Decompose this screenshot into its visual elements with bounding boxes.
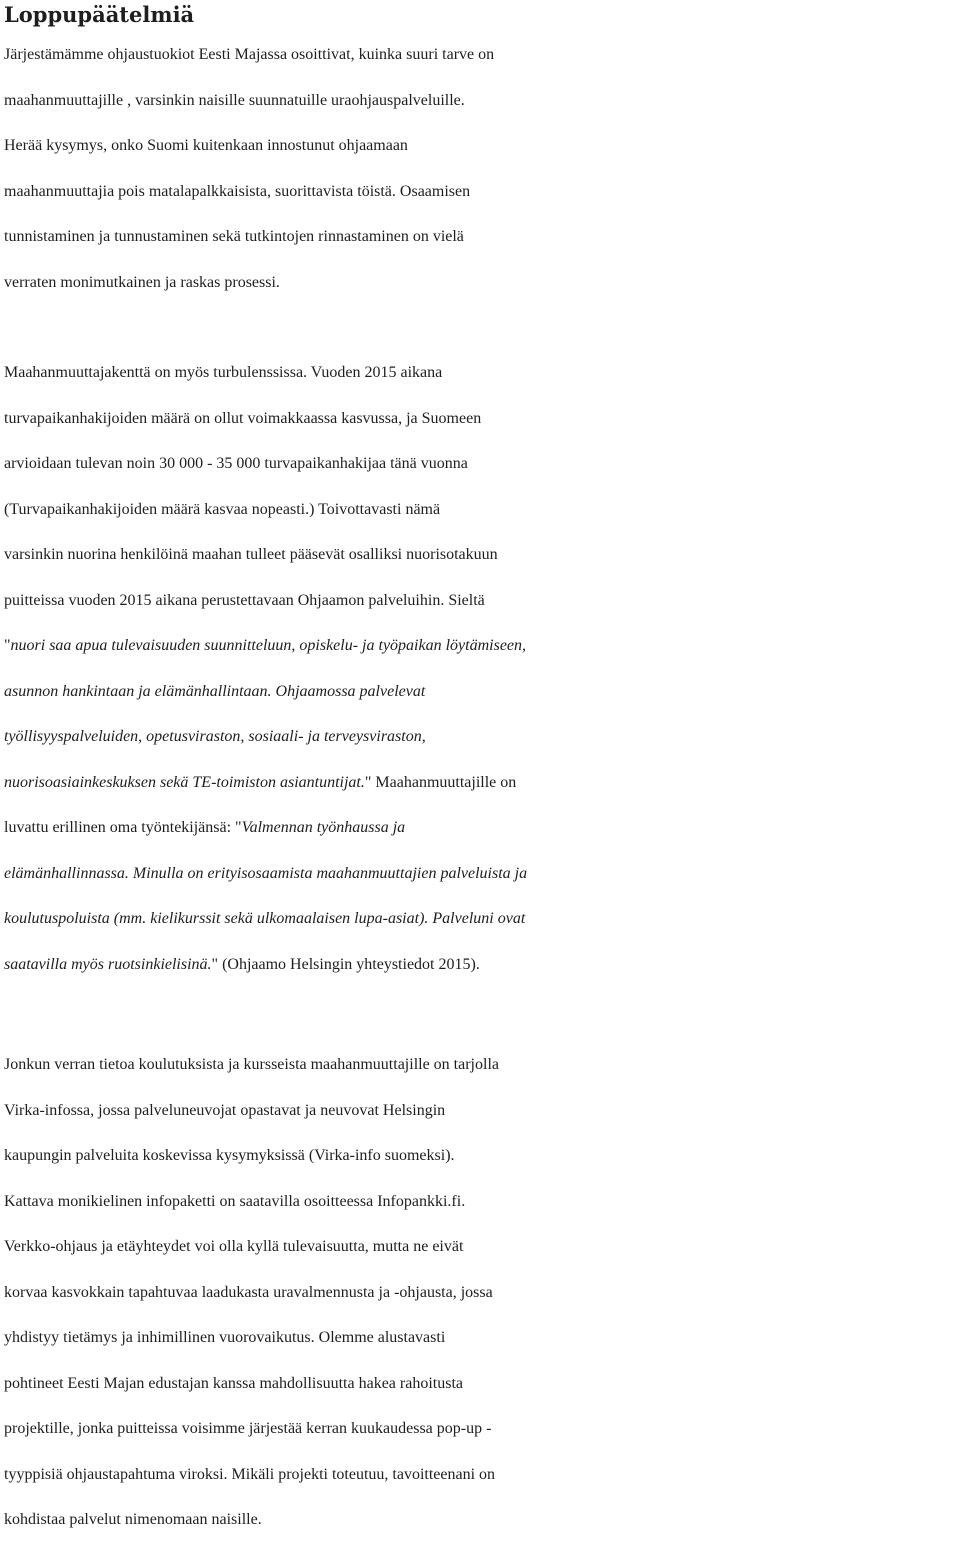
text-line: arvioidaan tulevan noin 30 000 - 35 000 turvapaikanhakijaa tänä vuonna <box>4 455 468 472</box>
paragraph-immigration <box>4 350 956 987</box>
quoted-text: saatavilla myös ruotsinkielisinä. <box>4 955 212 973</box>
paragraph-spacer <box>4 305 956 350</box>
text-line: puitteissa vuoden 2015 aikana perustettavaan Ohjaamon palveluihin. Sieltä <box>4 591 485 609</box>
quoted-text: nuorisoasiainkeskuksen sekä TE-toimiston asiantuntijat. <box>4 773 365 791</box>
text-line: maahanmuuttajille , varsinkin naisille suunnatuille uraohjauspalveluille. <box>4 91 465 109</box>
text-line: verraten monimutkainen ja raskas prosessi. <box>4 273 280 291</box>
paragraph-conclusions <box>4 32 956 305</box>
text-line: Järjestämämme ohjaustuokiot Eesti Majassa osoittivat, kuinka suuri tarve on <box>4 46 495 63</box>
plain-text: " Maahanmuuttajille on <box>364 773 517 791</box>
quoted-text-line: koulutuspoluista (mm. kielikurssit sekä ulkomaalaisen lupa-asiat). Palveluni ovat <box>4 910 526 927</box>
quoted-text: nuori saa apua tulevaisuuden suunnitteluun, opiskelu- ja työpaikan löytämiseen, <box>10 637 527 654</box>
text-line: Verkko-ohjaus ja etäyhteydet voi olla kyllä tulevaisuutta, mutta ne eivät <box>4 1238 464 1255</box>
text-line: projektille, jonka puitteissa voisimme järjestää kerran kuukaudessa pop-up - <box>4 1420 492 1437</box>
text-line <box>4 623 956 669</box>
quote-mark: " <box>4 637 11 654</box>
text-line: Virka-infossa, jossa palveluneuvojat opastavat ja neuvovat Helsingin <box>4 1101 446 1119</box>
plain-text: luvattu erillinen oma työntekijänsä: " <box>4 819 242 836</box>
text-line: Herää kysymys, onko Suomi kuitenkaan innostunut ohjaamaan <box>4 137 408 154</box>
text-line <box>4 942 956 988</box>
paragraph-spacer <box>4 987 956 1042</box>
text-line: pohtineet Eesti Majan edustajan kanssa mahdollisuutta hakea rahoitusta <box>4 1374 463 1392</box>
text-line: tyyppisiä ohjaustapahtuma viroksi. Mikäli projekti toteutuu, tavoitteenani on <box>4 1465 496 1483</box>
document-page <box>4 0 956 1543</box>
text-line <box>4 760 956 806</box>
text-line: varsinkin nuorina henkilöinä maahan tulleet pääsevät osalliksi nuorisotakuun <box>4 546 498 563</box>
quoted-text: Valmennan työnhaussa ja <box>241 819 406 836</box>
text-line: kohdistaa palvelut nimenomaan naisille. <box>4 1511 262 1528</box>
quoted-text-line: asunnon hankintaan ja elämänhallintaan. Ohjaamossa palvelevat <box>4 682 426 700</box>
text-line: Kattava monikielinen infopaketti on saatavilla osoitteessa Infopankki.fi. <box>4 1192 466 1210</box>
text-line: tunnistaminen ja tunnustaminen sekä tutkintojen rinnastaminen on vielä <box>4 228 464 245</box>
text-line: (Turvapaikanhakijoiden määrä kasvaa nopeasti.) Toivottavasti nämä <box>4 500 441 518</box>
text-line: yhdistyy tietämys ja inhimillinen vuorovaikutus. Olemme alustavasti <box>4 1329 446 1346</box>
citation-text: " (Ohjaamo Helsingin yhteystiedot 2015). <box>211 955 480 973</box>
quoted-text-line: työllisyyspalveluiden, opetusviraston, sosiaali- ja terveysviraston, <box>4 728 426 745</box>
quoted-text-line: elämänhallinnassa. Minulla on erityisosaamista maahanmuuttajien palveluista ja <box>4 864 528 882</box>
text-line <box>4 805 956 851</box>
section-heading: Loppupäätelmiä <box>4 2 195 27</box>
text-line: maahanmuuttajia pois matalapalkkaisista, suorittavista töistä. Osaamisen <box>4 182 471 200</box>
text-line: turvapaikanhakijoiden määrä on ollut voimakkaassa kasvussa, ja Suomeen <box>4 409 482 427</box>
text-line: kaupungin palveluita koskevissa kysymyksissä (Virka-info suomeksi). <box>4 1147 455 1164</box>
text-line: Maahanmuuttajakenttä on myös turbulenssissa. Vuoden 2015 aikana <box>4 364 443 381</box>
text-line: korvaa kasvokkain tapahtuvaa laadukasta uravalmennusta ja -ohjausta, jossa <box>4 1283 493 1301</box>
text-line: Jonkun verran tietoa koulutuksista ja kursseista maahanmuuttajille on tarjolla <box>4 1056 499 1073</box>
paragraph-information <box>4 1042 956 1543</box>
